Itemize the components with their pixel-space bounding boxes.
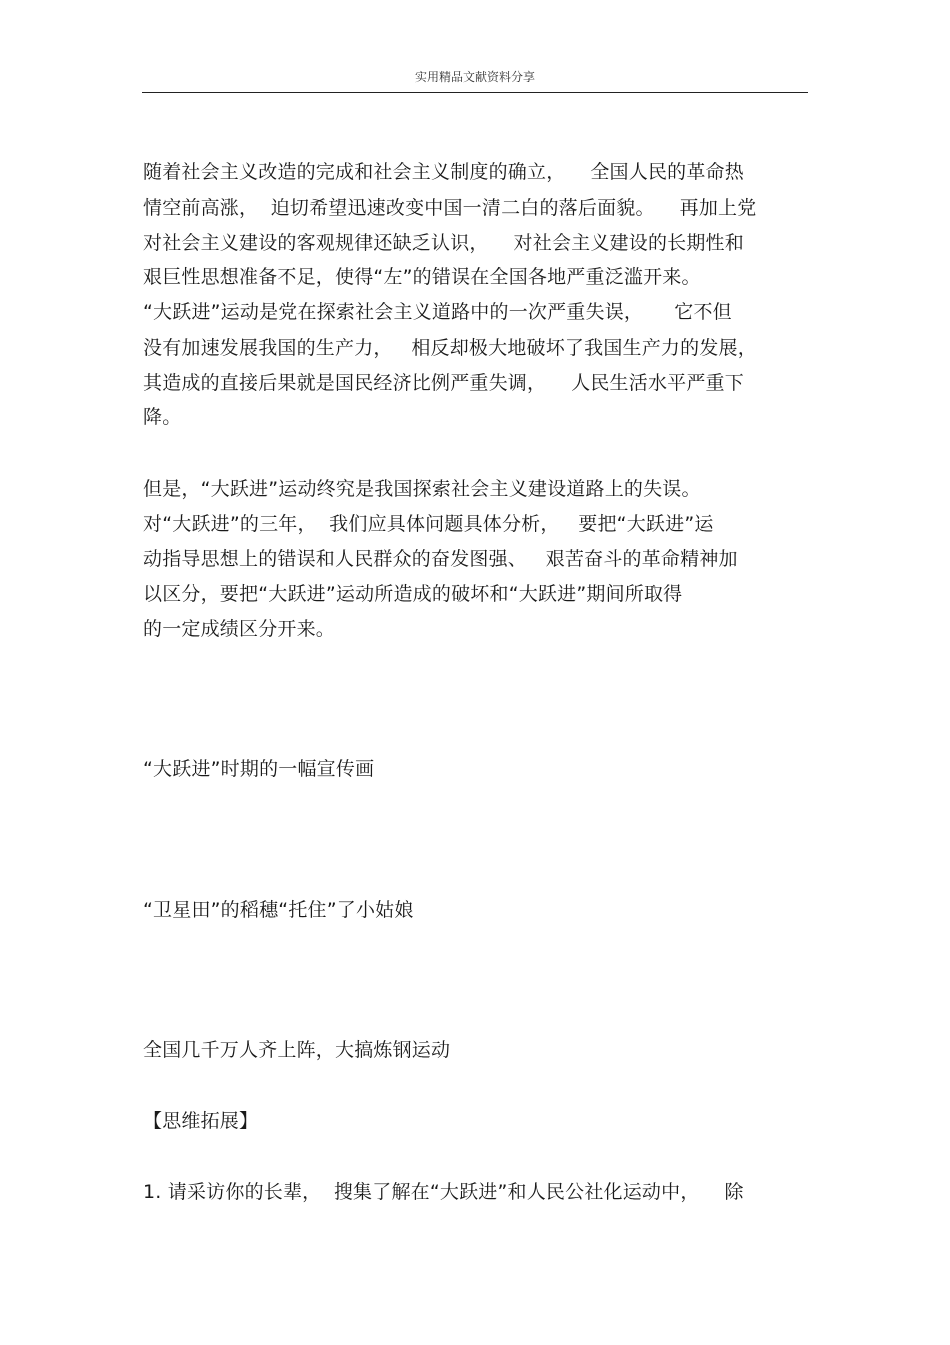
paragraph-line: 的一定成绩区分开来。 bbox=[143, 618, 336, 640]
question-1: 1. 请采访你的长辈， 搜集了解在“大跃进”和人民公社化运动中， 除 bbox=[143, 1181, 744, 1203]
caption-poster: “大跃进”时期的一幅宣传画 bbox=[143, 758, 375, 780]
page-header bbox=[142, 64, 808, 93]
caption-steel: 全国几千万人齐上阵，大搞炼钢运动 bbox=[143, 1039, 451, 1061]
paragraph-line: 对社会主义建设的客观规律还缺乏认识， 对社会主义建设的长期性和 bbox=[143, 232, 744, 254]
paragraph-line: 随着社会主义改造的完成和社会主义制度的确立， 全国人民的革命热 bbox=[143, 161, 744, 183]
paragraph-line: 没有加速发展我国的生产力， 相反却极大地破坏了我国生产力的发展， bbox=[143, 337, 757, 359]
caption-satellite-field: “卫星田”的稻穗“托住”了小姑娘 bbox=[143, 899, 414, 921]
paragraph-line: 情空前高涨， 迫切希望迅速改变中国一清二白的落后面貌。 再加上党 bbox=[143, 197, 757, 219]
paragraph-line: 降。 bbox=[143, 406, 182, 428]
paragraph-line: “大跃进”运动是党在探索社会主义道路中的一次严重失误， 它不但 bbox=[143, 301, 732, 323]
header-title: 实用精品文献资料分享 bbox=[414, 70, 535, 84]
paragraph-line: 但是，“大跃进”运动终究是我国探索社会主义建设道路上的失误。 bbox=[143, 478, 701, 500]
paragraph-line: 以区分，要把“大跃进”运动所造成的破坏和“大跃进”期间所取得 bbox=[143, 583, 683, 605]
section-title: 【思维拓展】 bbox=[143, 1110, 259, 1132]
paragraph-line: 动指导思想上的错误和人民群众的奋发图强、 艰苦奋斗的革命精神加 bbox=[143, 548, 738, 570]
paragraph-line: 其造成的直接后果就是国民经济比例严重失调， 人民生活水平严重下 bbox=[143, 372, 744, 394]
paragraph-line: 对“大跃进”的三年， 我们应具体问题具体分析， 要把“大跃进”运 bbox=[143, 513, 714, 535]
paragraph-line: 艰巨性思想准备不足，使得“左”的错误在全国各地严重泛滥开来。 bbox=[143, 266, 701, 288]
